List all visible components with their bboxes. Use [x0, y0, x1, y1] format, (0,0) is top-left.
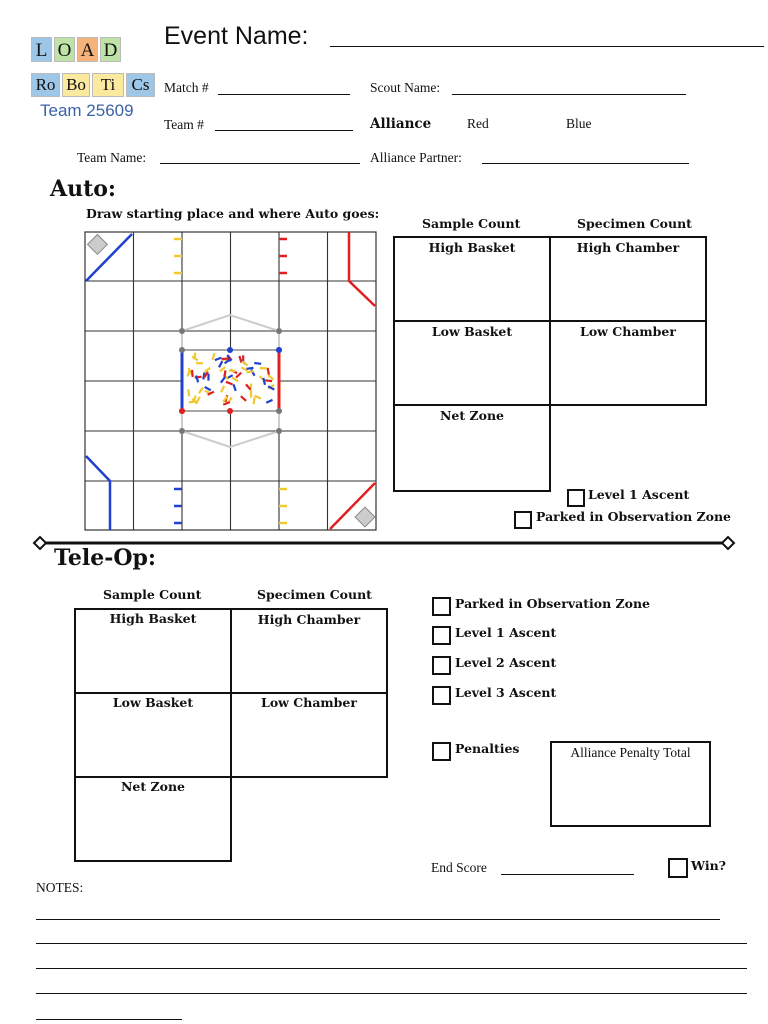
teleop-high-chamber-label: High Chamber	[257, 612, 361, 627]
logo-tile-o: O	[54, 37, 75, 62]
auto-low-chamber-box[interactable]	[549, 320, 707, 406]
sample-piece	[254, 363, 261, 364]
team-number-field[interactable]	[215, 130, 353, 131]
teleop-low-basket-label: Low Basket	[112, 695, 194, 710]
auto-high-basket-box[interactable]	[393, 236, 551, 322]
logo-tile-d: D	[100, 37, 121, 62]
end-score-field[interactable]	[501, 874, 634, 875]
alliance-penalty-total-label: Alliance Penalty Total	[570, 745, 691, 760]
auto-section-title: Auto:	[50, 176, 117, 202]
match-field[interactable]	[218, 94, 350, 95]
sample-piece	[247, 371, 254, 373]
team-name-label: Team Name:	[77, 150, 147, 165]
auto-high-chamber-box[interactable]	[549, 236, 707, 322]
auto-level1-ascent-label: Level 1 Ascent	[588, 487, 690, 502]
logo-tile-a: A	[77, 37, 98, 62]
auto-parked-obs-label: Parked in Observation Zone	[536, 509, 732, 524]
teleop-parked-obs-checkbox[interactable]	[432, 597, 451, 616]
teleop-penalties-checkbox[interactable]	[432, 742, 451, 761]
sample-piece	[260, 368, 267, 369]
teleop-level3-checkbox[interactable]	[432, 686, 451, 705]
sample-piece	[192, 370, 193, 377]
teleop-level3-label: Level 3 Ascent	[455, 685, 557, 700]
teleop-level2-label: Level 2 Ascent	[455, 655, 557, 670]
draw-start-label: Draw starting place and where Auto goes:	[86, 206, 380, 221]
alliance-blue-option[interactable]: Blue	[566, 116, 592, 131]
alliance-red-option[interactable]: Red	[467, 116, 489, 131]
auto-high-basket-label: High Basket	[428, 240, 516, 255]
event-name-field[interactable]	[330, 46, 764, 47]
logo-tile-bo: Bo	[62, 73, 90, 97]
notes-line-4[interactable]	[36, 993, 747, 994]
teleop-low-chamber-label: Low Chamber	[261, 695, 357, 710]
alliance-partner-label: Alliance Partner:	[370, 150, 462, 165]
notes-line-5[interactable]	[36, 1019, 182, 1020]
teleop-high-basket-label: High Basket	[109, 611, 197, 626]
teleop-high-chamber-box[interactable]	[230, 608, 388, 694]
notes-label: NOTES:	[36, 880, 84, 895]
sample-piece	[188, 389, 189, 396]
teleop-specimen-count-header: Specimen Count	[257, 587, 372, 602]
teleop-level1-label: Level 1 Ascent	[455, 625, 557, 640]
sample-piece	[222, 359, 229, 360]
teleop-level1-checkbox[interactable]	[432, 626, 451, 645]
teleop-high-basket-box[interactable]	[74, 608, 232, 694]
auto-low-basket-label: Low Basket	[431, 324, 513, 339]
teleop-level2-checkbox[interactable]	[432, 656, 451, 675]
logo-team-number: Team 25609	[40, 101, 134, 120]
win-label: Win?	[691, 858, 726, 873]
sample-piece	[268, 368, 269, 375]
logo-tile-l: L	[31, 37, 52, 62]
scout-name-field[interactable]	[452, 94, 686, 95]
auto-specimen-count-header: Specimen Count	[577, 216, 692, 231]
scout-name-label: Scout Name:	[370, 80, 441, 95]
auto-net-zone-box[interactable]	[393, 404, 551, 492]
teleop-parked-obs-label: Parked in Observation Zone	[455, 596, 651, 611]
auto-parked-obs-checkbox[interactable]	[514, 511, 532, 529]
auto-low-basket-box[interactable]	[393, 320, 551, 406]
alliance-partner-field[interactable]	[482, 163, 689, 164]
notes-line-3[interactable]	[36, 968, 747, 969]
notes-line-1[interactable]	[36, 919, 720, 920]
alliance-penalty-total-box[interactable]	[550, 741, 711, 827]
team-number-label: Team #	[164, 117, 204, 132]
auto-level1-ascent-checkbox[interactable]	[567, 489, 585, 507]
auto-net-zone-label: Net Zone	[439, 408, 504, 423]
logo-tile-ti: Ti	[92, 73, 124, 97]
sample-piece	[247, 368, 254, 369]
win-checkbox[interactable]	[668, 858, 688, 878]
end-score-label: End Score	[431, 860, 487, 875]
teleop-net-zone-box[interactable]	[74, 776, 232, 862]
notes-line-2[interactable]	[36, 943, 747, 944]
auto-low-chamber-label: Low Chamber	[580, 324, 676, 339]
teleop-sample-count-header: Sample Count	[103, 587, 202, 602]
sample-piece	[229, 371, 236, 372]
event-name-label: Event Name:	[164, 22, 309, 50]
team-name-field[interactable]	[160, 163, 360, 164]
auto-sample-count-header: Sample Count	[422, 216, 521, 231]
match-label: Match #	[164, 80, 209, 95]
field-diagram[interactable]	[84, 231, 378, 532]
sample-piece	[225, 370, 226, 377]
teleop-section-title: Tele-Op:	[54, 545, 156, 571]
sample-piece	[254, 397, 255, 404]
logo-tile-ro: Ro	[31, 73, 60, 97]
sample-piece	[265, 380, 272, 381]
teleop-net-zone-label: Net Zone	[120, 779, 185, 794]
teleop-low-chamber-box[interactable]	[230, 692, 388, 778]
teleop-penalties-label: Penalties	[455, 741, 520, 756]
teleop-low-basket-box[interactable]	[74, 692, 232, 778]
auto-high-chamber-label: High Chamber	[576, 240, 680, 255]
logo-tile-cs: Cs	[126, 73, 155, 97]
alliance-label: Alliance	[370, 116, 432, 132]
